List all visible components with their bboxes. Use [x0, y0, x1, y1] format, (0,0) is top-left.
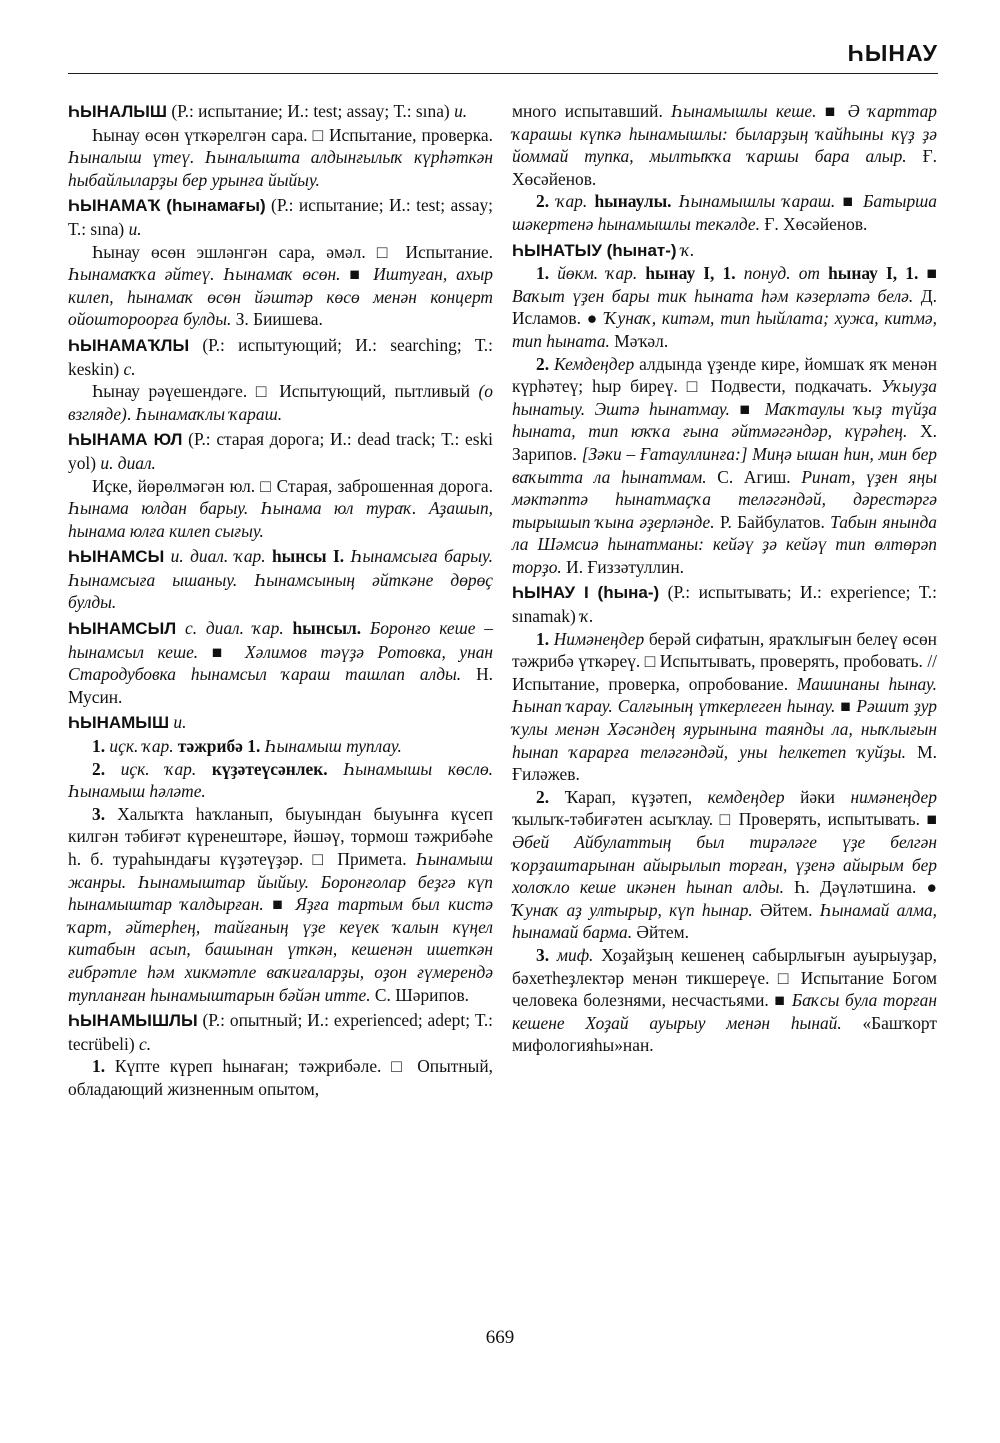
entry-headline: ҺЫНАМАҠ (һынамағы) (Р.: испытание; И.: test; assay; Т.: sına) и. [68, 195, 493, 239]
dictionary-entry [68, 711, 493, 1006]
entry-headline: ҺЫНАТЫУ (һынат-) ҡ. [512, 239, 695, 260]
entry-headline: ҺЫНАМЫШЛЫ (Р.: опытный; И.: experienced; adept; Т.: tecrübeli) с. [68, 1010, 493, 1054]
entry-sense: 3. миф. Хоҙайҙың кешенең сабырлығын ауырыуҙар, бәхетһеҙлектәр менән тикшереүе. □ Испытание Богом человека болезнями, несчастьями. ■ Баҡсы була торған кешене Хоҙай ауырыу менән һынай. «Башҡорт мифологияһы»нан. [512, 944, 937, 1056]
entry-sense: Иҫке, йөрөлмәгән юл. □ Старая, заброшенная дорога. Һынама юлдан барыу. Һынама юл тураҡ. Аҙашып, һынама юлға килеп сығыу. [68, 475, 493, 541]
entry-sense: 1. иҫк. ҡар. тәжрибә 1. Һынамыш туплау. [92, 736, 402, 757]
right-column [512, 100, 937, 1060]
entry-sense: 2. Кемдеңдер алдында үҙенде кире, йомшаҡ яҡ менән күрһәтеү; һыр биреү. □ Подвести, подкачать. Уҡыуҙа һынатыу. Эштә һынатмау. ■ Маҡтаулы ҡыҙ түйҙа һыната, тип юҡҡа ғына әйтмәгәндәр, күрәһең. Х. Зарипов. [Зәки – Ғатауллинға:] Миңә ышан һин, мин бер ваҡытта ла һынатмам. С. Агиш. Ринат, үҙен яңы мәктәптә һынатмаҫҡа теләгәндәй, дәрестәргә тырышып ҡына әҙерләнде. Р. Байбулатов. Табын янында ла Шәмсиә һынатманы: кейәү ҙә кейәү тип өлтөрәп торҙо. И. Ғиззәтуллин. [512, 353, 938, 577]
entry-headline: ҺЫНАУ I (һына-) (Р.: испытывать; И.: experience; Т.: sınamak) ҡ. [512, 582, 937, 627]
dictionary-entry [68, 334, 493, 425]
entry-sense: 1. йөкм. ҡар. һынау I, 1. понуд. от һынау I, 1. ■ Ваҡыт үҙен бары тик һыната һәм кәзерләтә белә. Д. Исламов. ● Ҡунаҡ, китәм, тип һыйлата; хужа, китмә, тип һыната. Мәҡәл. [512, 263, 937, 351]
entry-sense: 2. иҫк. ҡар. күҙәтеүсәнлек. Һынамышы көслө. Һынамыш һәләте. [68, 758, 493, 802]
entry-sense: 2. Ҡарап, күҙәтеп, кемдеңдер йәки нимәнеңдер ҡылыҡ-тәбиғәтен асыҡлау. □ Проверять, испытывать. ■ Әбей Айбулаттың был тирәләге үҙе белгән ҡорҙаштарынан айырылып торған, үҙенә айырым бер холоҡло кеше икәнен һынап алды. Һ. Дәүләтшина. ● Ҡунаҡ аҙ ултырыр, күп һынар. Әйтем. Һынамай алма, һынамай барма. Әйтем. [512, 786, 938, 943]
page-number: 669 [485, 1327, 515, 1348]
dictionary-entry [512, 239, 937, 579]
entry-sense: Һынау өсөн үткәрелгән сара. □ Испытание, проверка. Һыналыш үтеү. Һыналышта алдынғылыҡ күрһәткән һыбайлыларҙы бер урынға йыйыу. [68, 124, 493, 190]
entry-headline: ҺЫНАМЫШ и. [68, 712, 187, 733]
entry-sense: Һынау өсөн эшләнгән сара, әмәл. □ Испытание. Һынамаҡҡа әйтеү. Һынамаҡ өсөн. ■ Иштуған, ахыр килеп, һынамаҡ өсөн йәштәр көсө менән концерт ойоштороорға булды. З. Биишева. [68, 241, 494, 330]
entry-headline: ҺЫНАМАҠЛЫ (Р.: испытующий; И.: searching; Т.: keskin) с. [68, 334, 493, 379]
dictionary-entry [68, 617, 493, 708]
entry-headline: ҺЫНАМСЫЛ с. диал. ҡар. һынсыл. Боронғо кеше – һынамсыл кеше. ■ Хәлимов тәүҙә Ротовка, унан Стародубовка һынамсыл ҡараш ташлап алды. Н. Мусин. [68, 618, 494, 707]
entry-sense: 1. Нимәнеңдер берәй сифатын, яраҡлығын белеү өсөн тәжрибә үткәреү. □ Испытывать, проверять, пробовать. // Испытание, проверка, опробование. Машинаны һынау. Һынап ҡарау. Салғының үткерлеген һынау. ■ Рәшит ҙур ҡулы менән Хәсәндең яурынына таянды ла, ныҡлығын һынап ҡарарға теләгәндәй, уны һелкетеп ҡуйҙы. М. Ғиләжев. [512, 628, 937, 785]
entry-sense: Һынау рәүешендәге. □ Испытующий, пытливый (о взгляде). Һынамаҡлы ҡараш. [68, 381, 493, 424]
entry-sense: 2. ҡар. һынаулы. Һынамышлы ҡараш. ■ Батырша шәкертенә һынамышлы текәлде. Ғ. Хөсәйенов. [512, 191, 937, 234]
entry-sense: 1. Күпте күреп һынаған; тәжрибәле. □ Опытный, обладающий жизненным опытом, [68, 1056, 493, 1099]
dictionary-entry [68, 1009, 493, 1100]
dictionary-entry [68, 194, 493, 331]
running-head: ҺЫНАУ [847, 40, 938, 66]
entry-headline: ҺЫНАМА ЮЛ (Р.: старая дорога; И.: dead track; Т.: eski yol) и. диал. [68, 429, 493, 473]
dictionary-entry [68, 428, 493, 542]
entry-headline: ҺЫНАЛЫШ (Р.: испытание; И.: test; assay; Т.: sına) и. [68, 101, 468, 121]
header-rule [68, 73, 938, 74]
dictionary-entry [512, 100, 937, 236]
entry-headline: ҺЫНАМСЫ и. диал. ҡар. һынсы I. Һынамсыға барыу. Һынамсыға ышаныу. Һынамсының әйткәне дөрөҫ булды. [68, 546, 493, 613]
left-column [68, 100, 493, 1104]
dictionary-entry [68, 545, 493, 614]
entry-sense: 3. Халыҡта һаҡланып, быуындан быуынға күсеп килгән тәбиғәт күренештәре, йәшәү, тормош тәжрибәһе һ. б. тураһындағы күҙәтеүҙәр. □ Примета. Һынамыш жанры. Һынамыштар йыйыу. Боронғолар беҙгә күп һынамыштар ҡалдырған. ■ Яҙға тартым был кистә ҡарт, әйтерһең, тайғаның үҙе кеүек ҡалын күңел китабын асып, башынан үткән, кешенән ишеткән ғибрәтле һәм хикмәтле ваҡиғаларҙы, оҙон ғүмерендә тупланған һынамыштарын бәйән итте. С. Шәрипов. [68, 803, 494, 1005]
entry-headline: много испытавший. Һынамышлы кеше. ■ Ә ҡарттар ҡарашы күпкә һынамышлы: быларҙың ҡайһыны күҙ ҙә йоммай тупка, мылтыҡҡа ҡаршы бара алыр. Ғ. Хөсәйенов. [512, 101, 938, 189]
dictionary-entry [68, 100, 493, 191]
dictionary-entry [512, 581, 937, 1056]
